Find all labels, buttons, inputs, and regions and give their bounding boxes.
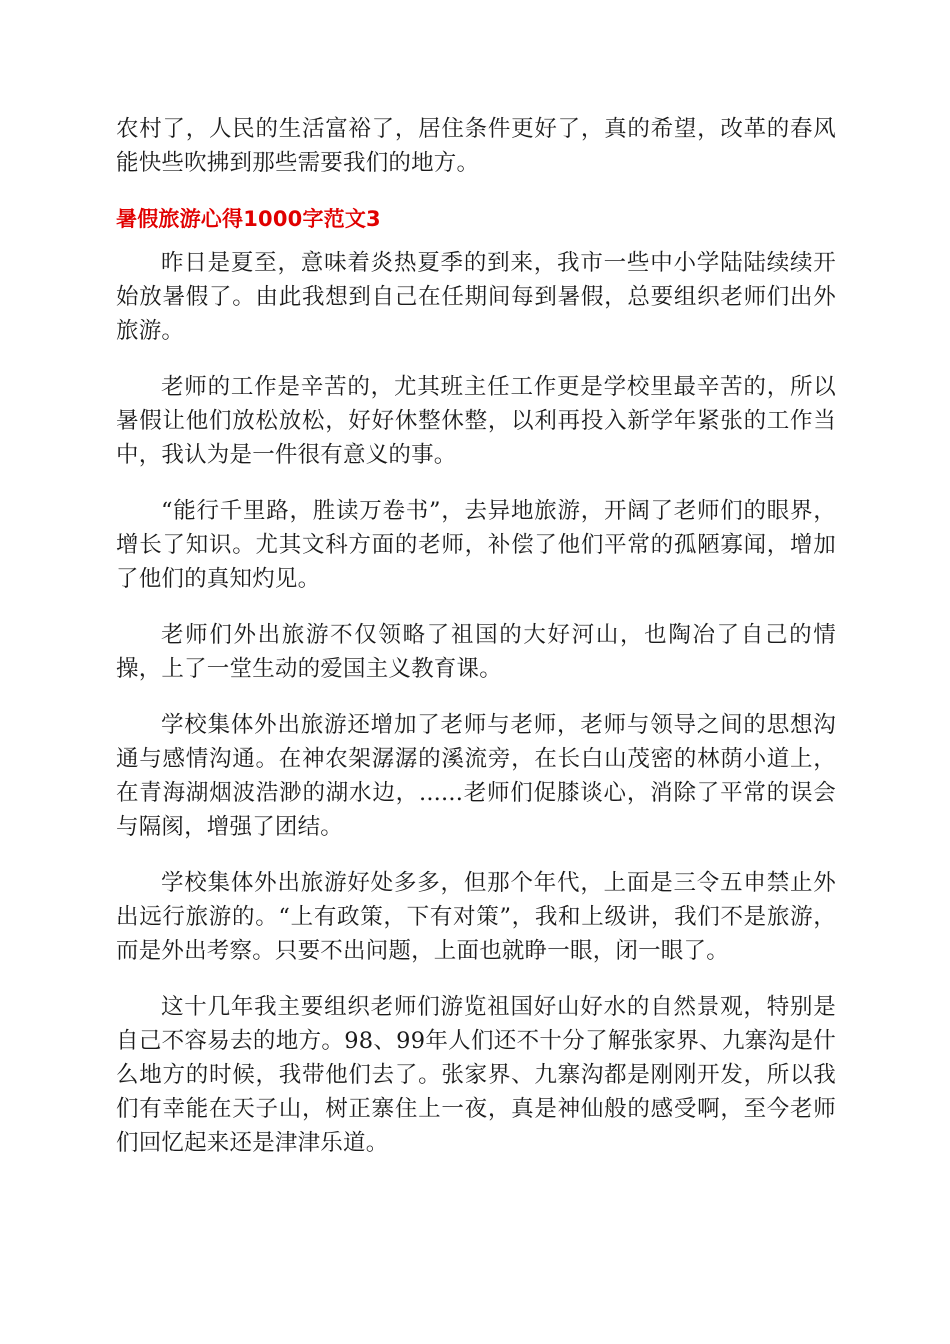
intro-paragraph: 农村了，人民的生活富裕了，居住条件更好了，真的希望，改革的春风能快些吹拂到那些需要我们的地方。 [116, 116, 836, 176]
body-paragraph-2: 老师的工作是辛苦的，尤其班主任工作更是学校里最辛苦的，所以暑假让他们放松放松，好好休整休整，以利再投入新学年紧张的工作当中，我认为是一件很有意义的事。 [116, 374, 836, 468]
body-paragraph-3: “能行千里路，胜读万卷书”，去异地旅游，开阔了老师们的眼界，增长了知识。尤其文科方面的老师，补偿了他们平常的孤陋寡闻，增加了他们的真知灼见。 [116, 498, 836, 592]
body-paragraph-5: 学校集体外出旅游还增加了老师与老师，老师与领导之间的思想沟通与感情沟通。在神农架潺潺的溪流旁，在长白山茂密的林荫小道上，在青海湖烟波浩渺的湖水边，......老师们促膝谈心，消除了平常的误会与隔阂，增强了团结。 [116, 712, 836, 840]
body-paragraph-1: 昨日是夏至，意味着炎热夏季的到来，我市一些中小学陆陆续续开始放暑假了。由此我想到自己在任期间每到暑假，总要组织老师们出外旅游。 [116, 250, 836, 344]
body-paragraph-4: 老师们外出旅游不仅领略了祖国的大好河山，也陶冶了自己的情操，上了一堂生动的爱国主义教育课。 [116, 622, 836, 682]
body-paragraph-7: 这十几年我主要组织老师们游览祖国好山好水的自然景观，特别是自己不容易去的地方。98、99年人们还不十分了解张家界、九寨沟是什么地方的时候，我带他们去了。张家界、九寨沟都是刚刚开发，所以我们有幸能在天子山，树正寨住上一夜，真是神仙般的感受啊，至今老师们回忆起来还是津津乐道。 [116, 994, 836, 1156]
section-heading: 暑假旅游心得1000字范文3 [116, 207, 381, 231]
document-body [116, 112, 836, 1182]
body-paragraph-6: 学校集体外出旅游好处多多，但那个年代，上面是三令五申禁止外出远行旅游的。“上有政策，下有对策”，我和上级讲，我们不是旅游，而是外出考察。只要不出问题，上面也就睁一眼，闭一眼了。 [116, 870, 836, 964]
